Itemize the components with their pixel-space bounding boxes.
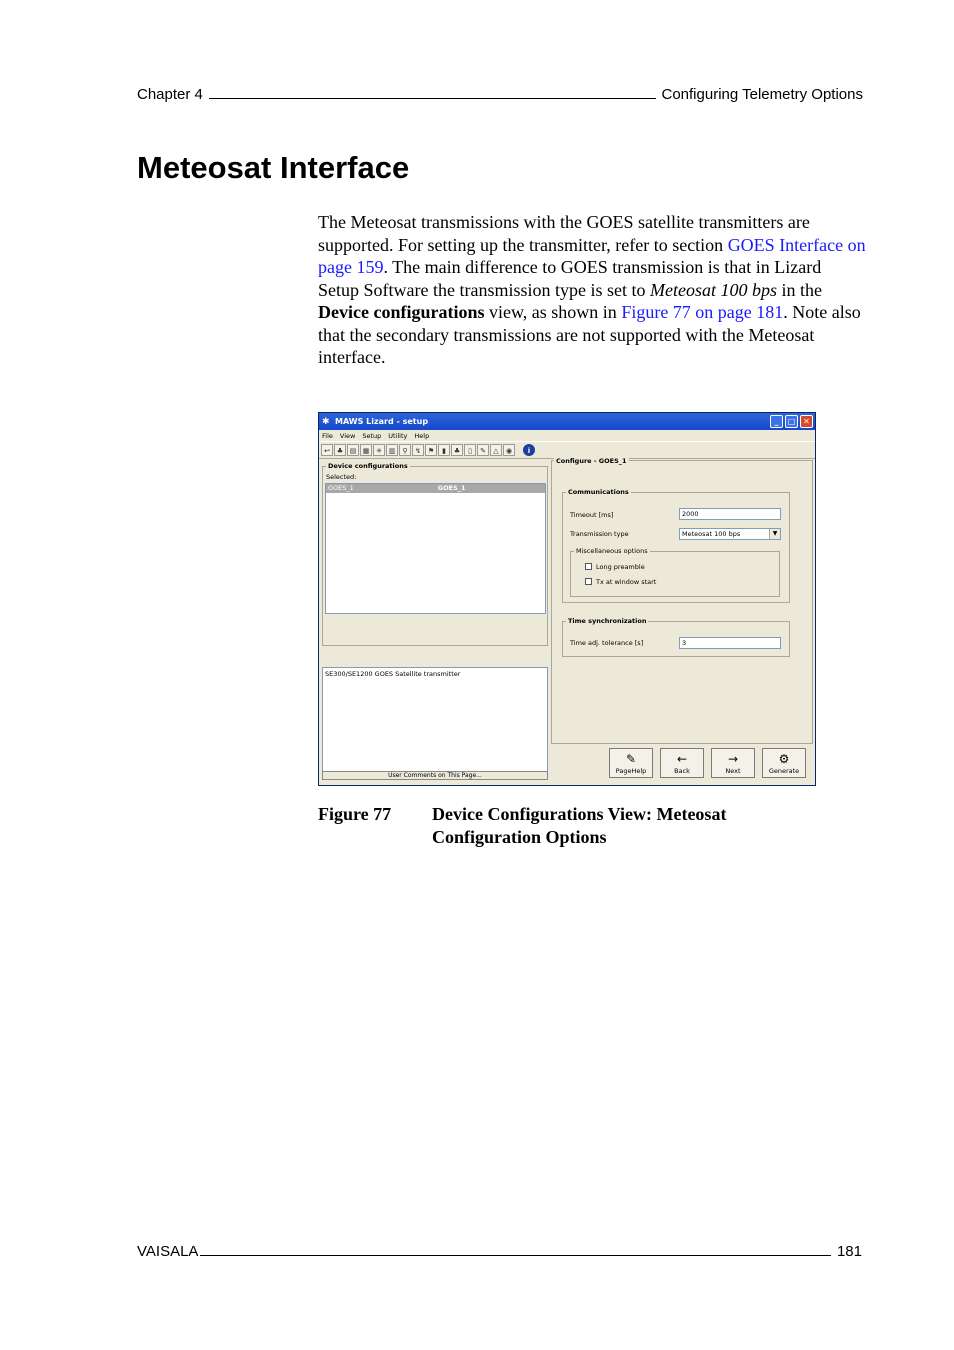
row-name: GOES_1 — [328, 484, 354, 492]
para-text: . Note also that the secondary transmissions are not supported with the Meteosat interface. — [318, 302, 861, 367]
time-adj-label: Time adj. tolerance [s] — [570, 639, 644, 647]
company-label: VAISALA — [137, 1243, 199, 1260]
menu-file[interactable]: File — [322, 431, 333, 440]
sensor-icon[interactable]: ✳ — [373, 444, 385, 456]
footer-rule — [200, 1243, 831, 1256]
row-value: GOES_1 — [437, 484, 466, 492]
time-adj-input[interactable]: 3 — [679, 637, 781, 649]
chevron-down-icon[interactable]: ▼ — [769, 529, 780, 539]
menu-bar — [319, 430, 815, 441]
page-footer — [137, 1243, 862, 1260]
module-icon[interactable]: ◉ — [503, 444, 515, 456]
para-bold: Device configurations — [318, 302, 485, 322]
communications-label: Communications — [568, 488, 629, 496]
page-icon[interactable]: ▯ — [464, 444, 476, 456]
window-title: MAWS Lizard - setup — [335, 417, 429, 426]
long-preamble-checkbox[interactable] — [585, 563, 592, 570]
body-paragraph — [318, 211, 866, 369]
para-text: in the — [776, 279, 822, 300]
menu-view[interactable]: View — [339, 431, 356, 440]
para-italic: Meteosat 100 bps — [649, 279, 777, 300]
transmission-select[interactable] — [679, 528, 781, 540]
section-label: Configuring Telemetry Options — [661, 86, 863, 103]
menu-utility[interactable]: Utility — [388, 431, 408, 440]
app-star-icon: ✱ — [322, 416, 330, 427]
para-text: view, as shown in — [484, 302, 622, 322]
run-icon[interactable]: ↯ — [412, 444, 424, 456]
left-pane — [322, 460, 548, 782]
transmission-label: Transmission type — [570, 530, 629, 538]
meter-icon[interactable]: ▮ — [438, 444, 450, 456]
log-icon[interactable]: ▥ — [386, 444, 398, 456]
window-titlebar — [319, 413, 815, 430]
gears-icon: ⚙ — [778, 752, 790, 766]
device-config-title: Device configurations — [328, 462, 408, 470]
figure-caption-text: Device Configurations View: Meteosat Configuration Options — [432, 804, 727, 847]
next-button[interactable] — [711, 748, 755, 778]
header-rule — [209, 86, 656, 99]
network-icon[interactable]: ♣ — [451, 444, 463, 456]
tx-window-label: Tx at window start — [596, 578, 657, 586]
figure-number: Figure 77 — [318, 804, 392, 824]
tx-window-checkbox[interactable] — [585, 578, 592, 585]
comments-box[interactable] — [322, 667, 548, 772]
user-comments-bar[interactable]: User Comments on This Page... — [322, 771, 548, 780]
device-config-icon[interactable]: ▦ — [360, 444, 372, 456]
arrow-right-icon: → — [727, 752, 739, 766]
transmission-value: Meteosat 100 bps — [682, 530, 741, 538]
timeout-label: Timeout [ms] — [570, 511, 614, 519]
minimize-icon[interactable]: _ — [770, 415, 783, 428]
selected-label: Selected: — [326, 473, 357, 481]
info-icon[interactable]: i — [523, 444, 535, 456]
misc-options-group — [570, 551, 780, 597]
para-text: . The main difference to GOES transmission is that in Lizard Setup Software the transmission type is set to — [318, 257, 822, 300]
help-icon: ✎ — [625, 752, 637, 766]
generate-button[interactable] — [762, 748, 806, 778]
misc-options-label: Miscellaneous options — [576, 547, 648, 555]
config-listbox[interactable] — [325, 483, 546, 614]
pagehelp-button[interactable] — [609, 748, 653, 778]
next-label: Next — [725, 767, 741, 775]
device-icon[interactable]: ▤ — [347, 444, 359, 456]
measure-icon[interactable]: ⚲ — [399, 444, 411, 456]
page-number: 181 — [836, 1243, 862, 1260]
time-sync-label: Time synchronization — [568, 617, 647, 625]
comment-text: SE300/SE1200 GOES Satellite transmitter — [325, 670, 461, 678]
para-text: The Meteosat transmissions with the GOES satellite transmitters are supported. For setting up the transmitter, refer to section — [318, 212, 810, 255]
generate-label: Generate — [768, 767, 800, 775]
tree-icon[interactable]: ♣ — [334, 444, 346, 456]
figure-caption — [318, 803, 772, 848]
list-item[interactable] — [326, 484, 545, 493]
app-window-screenshot — [318, 412, 816, 786]
flag-icon[interactable]: ⚑ — [425, 444, 437, 456]
timeout-input[interactable]: 2000 — [679, 508, 781, 520]
close-icon[interactable]: ✕ — [800, 415, 813, 428]
menu-setup[interactable]: Setup — [362, 431, 382, 440]
back-label: Back — [674, 767, 690, 775]
link-figure-77[interactable]: Figure 77 on page 181 — [621, 302, 784, 322]
menu-help[interactable]: Help — [414, 431, 430, 440]
chapter-label: Chapter 4 — [137, 86, 203, 103]
page-header — [137, 86, 863, 103]
long-preamble-label: Long preamble — [596, 563, 645, 571]
maximize-icon[interactable]: □ — [785, 415, 798, 428]
right-pane — [551, 457, 813, 744]
pagehelp-label: PageHelp — [615, 767, 647, 775]
page-title: Meteosat Interface — [137, 150, 410, 185]
arrow-left-icon: ← — [676, 752, 688, 766]
back-button[interactable] — [660, 748, 704, 778]
configure-title: Configure - GOES_1 — [556, 457, 627, 465]
connect-icon[interactable]: ↩ — [321, 444, 333, 456]
edit-icon[interactable]: ✎ — [477, 444, 489, 456]
link-goes-interface[interactable]: GOES Interface on page 159 — [318, 234, 866, 277]
alarm-icon[interactable]: △ — [490, 444, 502, 456]
